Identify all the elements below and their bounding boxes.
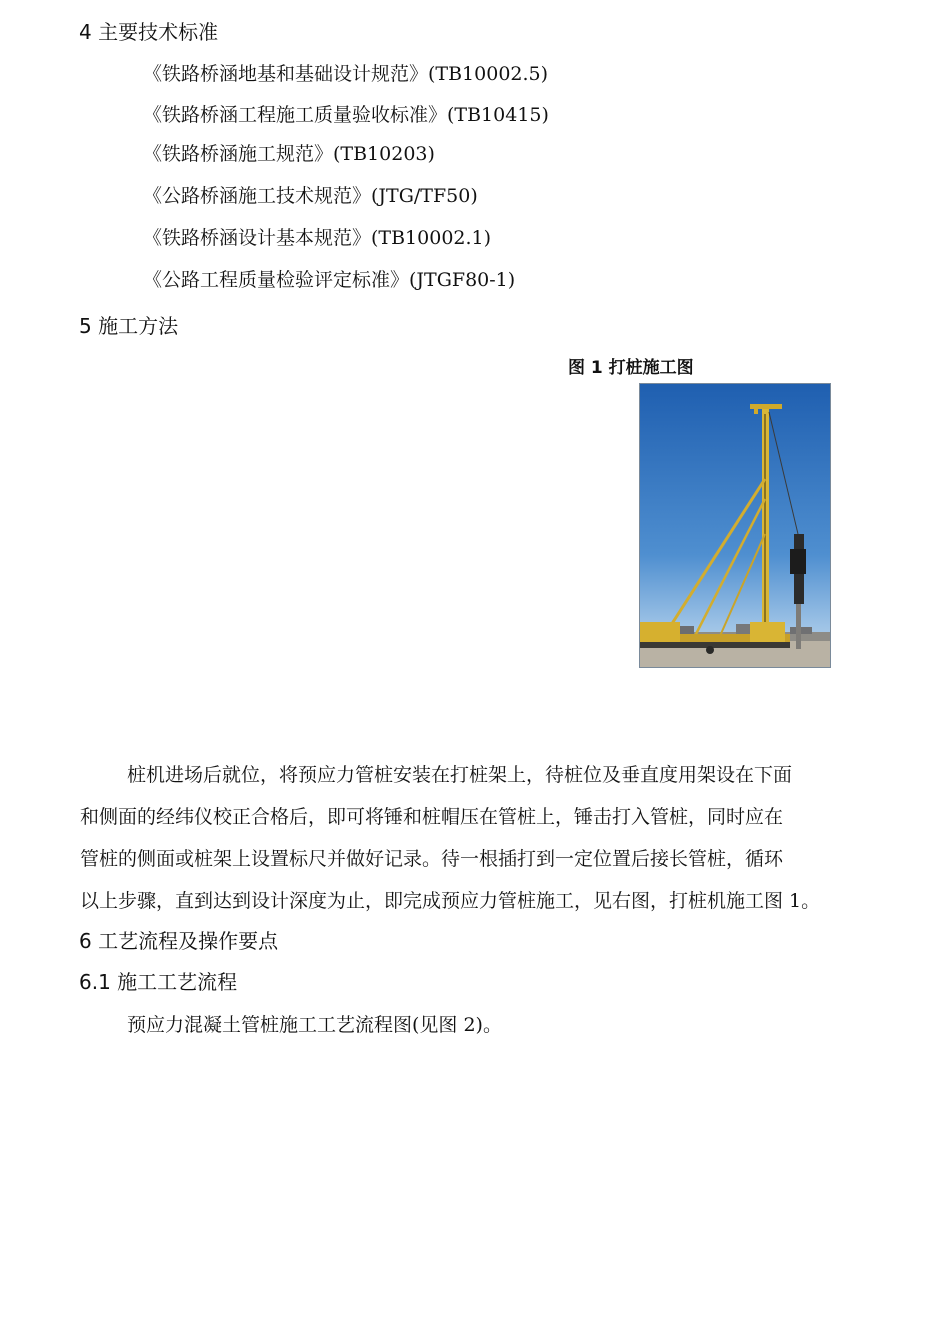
standard-item: 《铁路桥涵施工规范》(TB10203) xyxy=(143,143,435,165)
section-6-1-heading: 6.1 施工工艺流程 xyxy=(79,970,238,994)
standard-item: 《公路工程质量检验评定标准》(JTGF80-1) xyxy=(143,269,516,291)
paragraph-line: 以上步骤，直到达到设计深度为止，即完成预应力管桩施工，见右图，打桩机施工图 1。 xyxy=(80,890,821,912)
standard-item: 《铁路桥涵地基和基础设计规范》(TB10002.5) xyxy=(143,63,549,85)
paragraph-line: 管桩的侧面或桩架上设置标尺并做好记录。待一根插打到一定位置后接长管桩，循环 xyxy=(80,848,784,870)
standard-item: 《铁路桥涵设计基本规范》(TB10002.1) xyxy=(143,227,492,249)
section-4-heading: 4 主要技术标准 xyxy=(79,20,219,44)
figure-caption: 图 1 打桩施工图 xyxy=(568,358,694,378)
section-5-heading: 5 施工方法 xyxy=(79,314,179,338)
flowchart-reference-text: 预应力混凝土管桩施工工艺流程图(见图 2)。 xyxy=(127,1014,502,1036)
standard-item: 《公路桥涵施工技术规范》(JTG/TF50) xyxy=(143,185,478,207)
paragraph-line: 和侧面的经纬仪校正合格后，即可将锤和桩帽压在管桩上，锤击打入管桩，同时应在 xyxy=(80,806,784,828)
paragraph-line: 桩机进场后就位，将预应力管桩安装在打桩架上，待桩位及垂直度用架设在下面 xyxy=(127,764,793,786)
pile-driver-photo xyxy=(639,383,831,668)
standard-item: 《铁路桥涵工程施工质量验收标准》(TB10415) xyxy=(143,104,549,126)
section-6-heading: 6 工艺流程及操作要点 xyxy=(79,929,279,953)
